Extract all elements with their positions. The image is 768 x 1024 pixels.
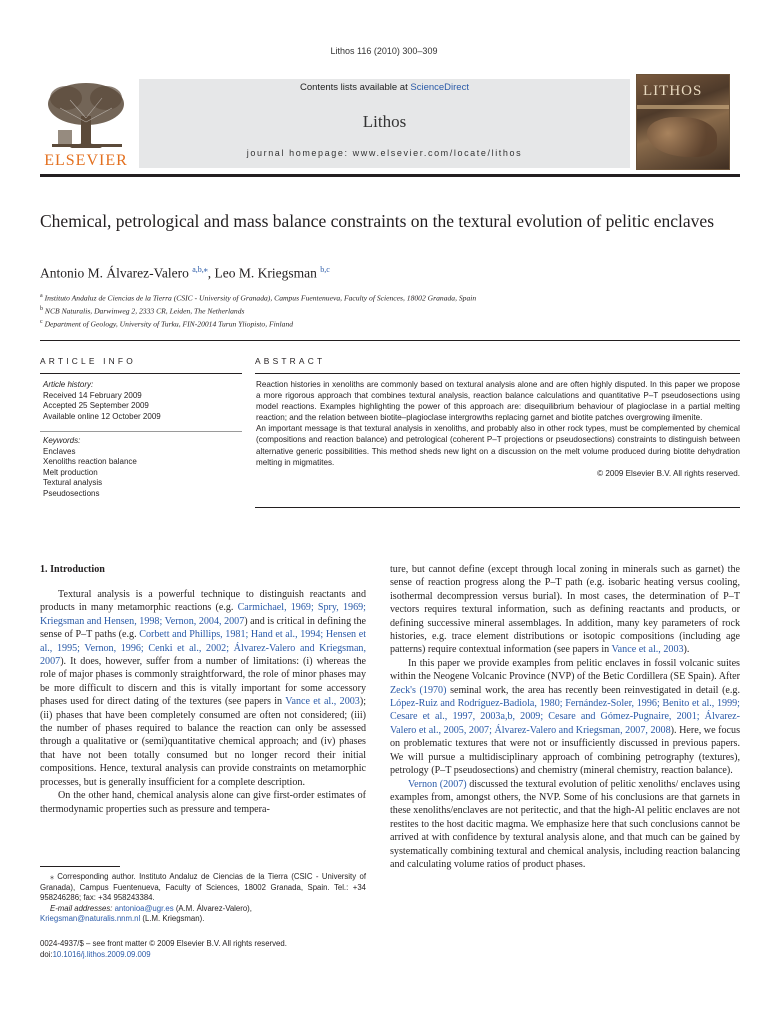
body-paragraph (390, 657, 740, 778)
body-text: discussed the textural evolution of pelitic xenoliths/ enclaves using examples from, amongst others, the NVP. Some of his conclusions are that garnets in these xenoliths/enclaves are not peritectic, and that the high-Al pelitic enclaves are not restites to the host dacitic magma. We emphasize here that such conclusions cannot be arrived at with confidence by textural analysis alone, and that much can be gained by systematically combining textural and chemical analysis, including reaction balancing and calculating volume ratios of product phases. (390, 778, 740, 870)
contents-prefix: Contents lists available at (300, 82, 411, 93)
journal-name: Lithos (362, 112, 407, 131)
abstract-heading: ABSTRACT (255, 356, 326, 366)
citation-link[interactable]: Vernon (2007) (408, 778, 467, 790)
introduction-heading: 1. Introduction (40, 564, 105, 575)
footnote-rule (40, 866, 120, 867)
copyright-line: © 2009 Elsevier B.V. All rights reserved. (597, 468, 740, 478)
keyword-item: Melt production (43, 467, 98, 477)
author-affil-marks[interactable]: b,c (320, 265, 330, 274)
keywords-rule (40, 431, 242, 432)
cover-band (637, 105, 729, 109)
body-text: ). Here, we focus on problematic textures that were not or insufficiently discussed in previous papers. We will pursue a multidisciplinary approach of combining petrography (textures), petrology (P–T pseudosections) and chemistry (mineral chemistry, reaction balance). (390, 724, 740, 777)
keyword-item: Textural analysis (43, 478, 103, 488)
email-link[interactable]: antonioa@ugr.es (114, 903, 174, 913)
section-rule (40, 340, 740, 341)
author-name[interactable]: Leo M. Kriegsman (214, 265, 317, 281)
author-name[interactable]: Antonio M. Álvarez-Valero (40, 265, 189, 281)
keyword-item: Enclaves (43, 446, 76, 456)
keywords-block (43, 436, 243, 500)
email-owner: (L.M. Kriegsman). (140, 914, 205, 924)
keyword-item: Pseudosections (43, 488, 100, 498)
sciencedirect-link[interactable]: ScienceDirect (410, 82, 469, 93)
citation-link[interactable]: Vance et al., 2003 (285, 696, 360, 708)
abstract-rule (255, 373, 740, 374)
affil-mark: a (40, 293, 43, 299)
body-text: ture, but cannot define (except through local zoning in minerals such as garnet) the sense of reaction progress along the P–T path (e.g. isobaric heating versus cooling, isothermal decompression versus burial). In most cases, the determination of P–T vectors requires textural information, such as defining reactants and products, or defining successive mineral assemblages. In addition, many key parameters of rock histories, e.g. trace element distributions or isotopic compositions (including age patterns) require contextual information (see papers in (390, 564, 740, 656)
body-paragraph (40, 588, 366, 789)
body-text: seminal work, the area has recently been reinvestigated in detail (e.g. (446, 684, 741, 696)
email-owner: (A.M. Álvarez-Valero), (173, 903, 252, 913)
citation-link[interactable]: Zeck's (1970) (390, 684, 447, 696)
issn-line: 0024-4937/$ – see front matter © 2009 Elsevier B.V. All rights reserved. (40, 939, 287, 948)
affil-mark: b (40, 306, 43, 313)
issn-block (40, 938, 366, 960)
citation-link[interactable]: Carmichael, 1969; Spry, 1969; Kriegsman and Hensen, 1998; Vernon, 2004, 2007 (40, 602, 366, 627)
abstract-paragraph: Reaction histories in xenoliths are commonly based on textural analysis alone and are often highly disputed. In this paper we propose a more rigorous approach that combines textural analysis, reaction balance calculations and quantitative P–T pseudosections using model reactions. Examples highlighting the power of this approach are: disequilibrium behaviour of plagioclase in a partial melting reaction; and the relation between biotite–plagioclase intergrowths replacing garnet and biotite patches overgrowing ilmenite. (256, 380, 740, 423)
affil-mark: c (40, 319, 43, 326)
history-item: Accepted 25 September 2009 (43, 401, 149, 411)
affil-text: Instituto Andaluz de Ciencias de la Tierra (CSIC - University of Granada), Campus Fuentenueva, Faculty of Sciences, 18002 Granada, Spain (44, 293, 477, 303)
doi-prefix: doi: (40, 950, 53, 959)
elsevier-wordmark: ELSEVIER (44, 152, 128, 169)
cover-title: LITHOS (643, 83, 703, 99)
affil-text: NCB Naturalis, Darwinweg 2, 2333 CR, Leiden, The Netherlands (44, 306, 245, 316)
contents-line (139, 82, 630, 93)
body-text: In this paper we provide examples from pelitic enclaves in fossil volcanic suites within the Neogene Volcanic Province (NVP) of the Betic Cordillera (SE Spain). After (390, 657, 740, 683)
body-paragraph (40, 789, 366, 816)
abstract-bottom-rule (255, 507, 740, 508)
history-item: Available online 12 October 2009 (43, 411, 161, 421)
affil-text: Department of Geology, University of Turku, FIN-20014 Turun Yliopisto, Finland (44, 319, 294, 329)
body-text: ). It does, however, suffer from a number of limitations: (i) whereas the role of major phases is commonly straightforward, the role of minor phases may be more difficult to discern and this is vitally important for some accessory phases used for direct dating of the textures (see papers in (40, 656, 366, 708)
elsevier-tree-icon (40, 78, 132, 154)
doi-line (40, 949, 366, 960)
journal-cover-thumbnail[interactable] (636, 74, 730, 170)
article-title: Chemical, petrological and mass balance constraints on the textural evolution of pelitic enclaves (40, 211, 715, 231)
email-link[interactable]: Kriegsman@naturalis.nnm.nl (40, 914, 141, 924)
abstract-body (256, 379, 740, 479)
email-line (40, 904, 366, 925)
citation-link[interactable]: Corbett and Phillips, 1981; Hand et al., 1994; Hensen et al., 1995; Vernon, 1996; Cenki et al., 2002; Álvarez-Valero and Kriegsman, 2007 (40, 629, 366, 668)
journal-homepage[interactable]: journal homepage: www.elsevier.com/locate/lithos (246, 148, 523, 158)
body-text: Textural analysis is a powerful technique to distinguish reactants and products in many metamorphic reactions (e.g. (40, 589, 366, 614)
body-text: On the other hand, chemical analysis alone can give first-order estimates of thermodynamic properties such as pressure and tempera- (40, 790, 366, 815)
body-column-right (390, 563, 740, 871)
journal-citation: Lithos 116 (2010) 300–309 (330, 46, 438, 56)
keywords-label: Keywords: (43, 436, 81, 445)
affiliation-line (40, 291, 730, 304)
history-item: Received 14 February 2009 (43, 390, 142, 400)
keyword-item: Xenoliths reaction balance (43, 457, 137, 467)
journal-banner (139, 79, 630, 168)
article-history (43, 380, 243, 422)
elsevier-logo[interactable] (40, 78, 132, 170)
author-affil-marks[interactable]: a,b,⁎ (192, 265, 208, 274)
footnote (40, 872, 366, 925)
body-paragraph (390, 778, 740, 872)
citation-link[interactable]: Vance et al., 2003 (611, 644, 684, 656)
affiliation-line (40, 317, 730, 330)
body-column-left (40, 588, 366, 816)
cover-rock-image (647, 117, 717, 157)
body-text: ); (ii) phases that have been completely consumed are often not considered; (iii) the number of phases required to balance the reaction can only be assessed through a qualitative or (semi)quantitative chemical approach; and (iv) phases that have not been totally consumed but no longer record their initial compositions. Hence, textural analysis can provide constraints on metamorphic processes, but is generally insufficient for a complete description. (40, 696, 367, 788)
author-separator: , (207, 265, 215, 281)
citation-link[interactable]: López-Ruiz and Rodríguez-Badiola, 1980; Fernández-Soler, 1996; Benito et al., 1999; Cesare et al., 1997, 2003a,b, 2009; Cesare and Gómez-Pugnaire, 2001; Álvarez-Valero et al., 2005, 2007; Álvarez-Valero and Kriegsman, 2007, 2008 (390, 698, 740, 736)
affiliations (40, 291, 730, 330)
doi-link[interactable]: 10.1016/j.lithos.2009.09.009 (52, 950, 151, 959)
body-paragraph (390, 563, 740, 657)
abstract-paragraph: An important message is that textural analysis in xenoliths, and probably also in other rock types, must be complemented by chemical (compositions and reaction balance) and petrological (coherent P–T projections or pseudosections) constraints to distinguish between alternative generic possibilities. This method sheds new light on a discussion on the melt volume produced during biotite dehydration melting in migmatites. (256, 424, 740, 467)
body-text: ) and is critical in defining the sense of P–T paths (e.g. (40, 615, 366, 641)
email-label: E-mail addresses: (50, 903, 115, 913)
author-list (40, 265, 730, 282)
body-text: ). (683, 644, 690, 656)
article-info-heading: ARTICLE INFO (40, 356, 136, 366)
affiliation-line (40, 304, 730, 317)
info-rule (40, 373, 242, 374)
corresponding-author-note: ⁎ Corresponding author. Instituto Andaluz de Ciencias de la Tierra (CSIC - University of Granada), Campus Fuentenueva, Faculty of Sciences, 18002 Granada, Spain. Tel.: +34 958246286; fax: +34 958243384. (40, 872, 366, 903)
header-rule (40, 174, 740, 177)
history-label: Article history: (43, 380, 94, 389)
